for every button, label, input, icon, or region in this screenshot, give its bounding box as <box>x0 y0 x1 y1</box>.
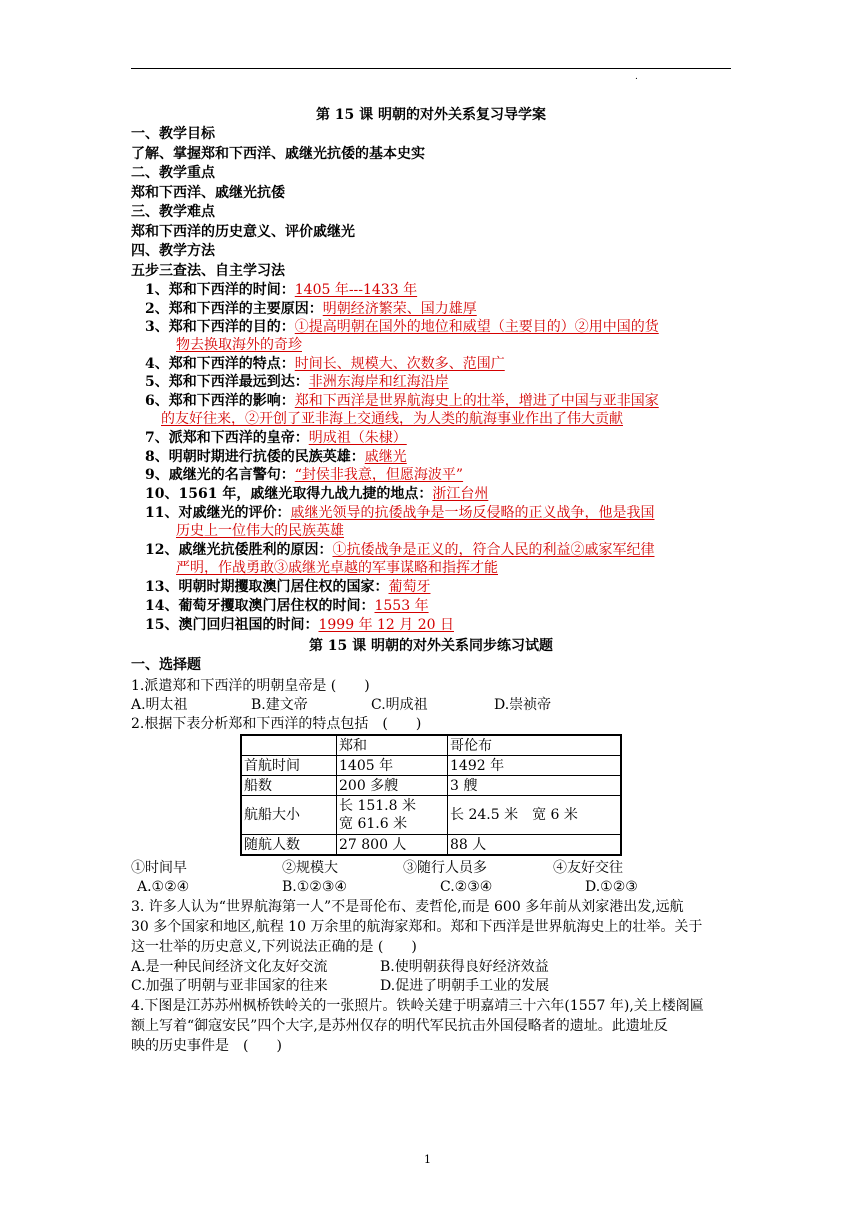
table-cell: 1492 年 <box>448 756 622 776</box>
section-content: 五步三查法、自主学习法 <box>131 263 285 279</box>
review-item-continued: 历史上一位伟大的民族英雄 <box>176 523 344 539</box>
table-cell: 3 艘 <box>448 776 622 796</box>
review-item: 3、郑和下西洋的目的：①提高明朝在国外的地位和威望（主要目的）②用中国的货 <box>145 319 659 335</box>
section-heading: 一、教学目标 <box>131 126 215 142</box>
question-stem: 1.派遣郑和下西洋的明朝皇帝是 ( ) <box>131 678 370 694</box>
table-cell: 哥伦布 <box>448 735 622 756</box>
header-rule <box>131 68 731 69</box>
question-text: 映的历史事件是 ( ) <box>131 1038 282 1054</box>
table-cell: 随航人数 <box>241 835 337 856</box>
review-item: 5、郑和下西洋最远到达：非洲东海岸和红海沿岸 <box>145 374 449 390</box>
question-text: 4.下图是江苏苏州枫桥铁岭关的一张照片。铁岭关建于明嘉靖三十六年(1557 年),关上楼阁匾 <box>131 998 704 1014</box>
feature: ②规模大 <box>282 860 338 876</box>
review-item: 2、郑和下西洋的主要原因：明朝经济繁荣、国力雄厚 <box>145 301 477 317</box>
option: D.崇祯帝 <box>494 697 552 713</box>
option: A.是一种民间经济文化友好交流 <box>131 959 328 975</box>
question-text: 额上写着“御寇安民”四个大字,是苏州仅存的明代军民抗击外国侵略者的遗址。此遗址反 <box>131 1018 668 1034</box>
feature: ④友好交往 <box>553 860 623 876</box>
section-heading: 四、教学方法 <box>131 243 215 259</box>
section-content: 郑和下西洋的历史意义、评价戚继光 <box>131 224 355 240</box>
question-text: 30 多个国家和地区,航程 10 万余里的航海家郑和。郑和下西洋是世界航海史上的壮举。关于 <box>131 919 703 935</box>
feature: ③随行人员多 <box>403 860 487 876</box>
option: C.明成祖 <box>371 697 428 713</box>
section-content: 了解、掌握郑和下西洋、戚继光抗倭的基本史实 <box>131 146 425 162</box>
question-text: 3. 许多人认为“世界航海第一人”不是哥伦布、麦哲伦,而是 600 多年前从刘家港出发,远航 <box>131 899 684 915</box>
table-cell: 1405 年 <box>337 756 448 776</box>
section-content: 郑和下西洋、戚继光抗倭 <box>131 185 285 201</box>
review-item-continued: 的友好往来，②开创了亚非海上交通线，为人类的航海事业作出了伟大贡献 <box>161 411 623 427</box>
option: A.①②④ <box>137 879 190 895</box>
question-options <box>131 696 551 714</box>
table-cell: 200 多艘 <box>337 776 448 796</box>
review-item: 4、郑和下西洋的特点：时间长、规模大、次数多、范围广 <box>145 356 505 372</box>
table-cell: 首航时间 <box>241 756 337 776</box>
question-stem: 2.根据下表分析郑和下西洋的特点包括 ( ) <box>131 716 422 732</box>
question-options <box>137 878 638 896</box>
review-item: 9、戚继光的名言警句：“封侯非我意，但愿海波平” <box>145 467 464 483</box>
review-item: 8、明朝时期进行抗倭的民族英雄：戚继光 <box>145 449 407 465</box>
review-item: 11、对戚继光的评价：戚继光领导的抗倭战争是一场反侵略的正义战争，他是我国 <box>145 505 655 521</box>
table-row <box>241 796 621 835</box>
feature-list <box>131 859 623 877</box>
review-item: 1、郑和下西洋的时间：1405 年---1433 年 <box>145 282 418 298</box>
option: B.①②③④ <box>282 879 347 895</box>
table-cell: 航船大小 <box>241 796 337 835</box>
exercise-section-heading: 一、选择题 <box>131 657 201 673</box>
table-cell: 船数 <box>241 776 337 796</box>
section-heading: 二、教学重点 <box>131 165 215 181</box>
option: B.使明朝获得良好经济效益 <box>380 959 549 975</box>
question-options <box>131 977 549 995</box>
page-title: 第 15 课 明朝的对外关系复习导学案 <box>315 107 547 123</box>
table-cell: 27 800 人 <box>337 835 448 856</box>
table-cell: 长 151.8 米 宽 61.6 米 <box>337 796 448 835</box>
option: D.促进了明朝手工业的发展 <box>380 978 550 994</box>
table-row <box>241 835 621 856</box>
review-item-continued: 物去换取海外的奇珍 <box>176 337 302 353</box>
review-item: 6、郑和下西洋的影响：郑和下西洋是世界航海史上的壮举，增进了中国与亚非国家 <box>145 393 659 409</box>
table-header-row <box>241 735 621 756</box>
review-item: 13、明朝时期攫取澳门居住权的国家：葡萄牙 <box>145 579 431 595</box>
page-number: 1 <box>424 1153 431 1166</box>
section-heading: 三、教学难点 <box>131 204 215 220</box>
option: B.建文帝 <box>251 697 308 713</box>
review-item-continued: 严明，作战勇敢③戚继光卓越的军事谋略和指挥才能 <box>176 560 498 576</box>
table-cell: 长 24.5 米 宽 6 米 <box>448 796 622 835</box>
review-item: 10、1561 年，戚继光取得九战九捷的地点：浙江台州 <box>145 486 489 502</box>
option: C.②③④ <box>440 879 493 895</box>
review-item: 12、戚继光抗倭胜利的原因：①抗倭战争是正义的，符合人民的利益②戚家军纪律 <box>145 542 655 558</box>
table-row <box>241 756 621 776</box>
review-item: 7、派郑和下西洋的皇帝：明成祖（朱棣） <box>145 430 407 446</box>
header-mark: . <box>635 72 638 82</box>
review-item: 15、澳门回归祖国的时间：1999 年 12 月 20 日 <box>145 617 454 633</box>
table-cell <box>241 735 337 756</box>
review-item: 14、葡萄牙攫取澳门居住权的时间：1553 年 <box>145 598 429 614</box>
comparison-table <box>240 734 622 856</box>
option: A.明太祖 <box>131 697 188 713</box>
question-text: 这一壮举的历史意义,下列说法正确的是 ( ) <box>131 939 417 955</box>
question-options <box>131 958 549 976</box>
exercise-title: 第 15 课 明朝的对外关系同步练习试题 <box>308 638 554 654</box>
feature: ①时间早 <box>131 860 187 876</box>
option: D.①②③ <box>585 879 638 895</box>
option: C.加强了明朝与亚非国家的往来 <box>131 978 328 994</box>
table-row <box>241 776 621 796</box>
table-cell: 郑和 <box>337 735 448 756</box>
table-cell: 88 人 <box>448 835 622 856</box>
